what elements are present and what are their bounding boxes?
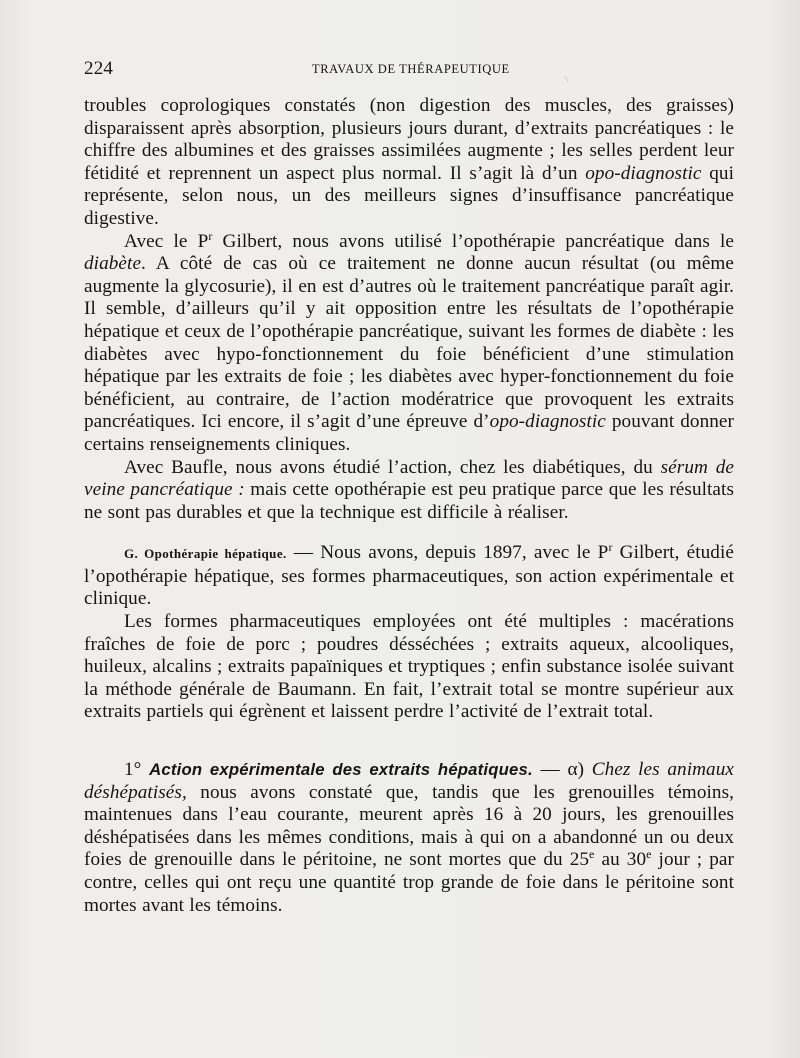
italic-term-diabete: diabète — [84, 253, 142, 275]
paragraph-text: Avec Baufle, nous avons étudié l’action, chez les diabétiques, du — [124, 456, 661, 478]
paragraph-coprology-opodiagnostic — [84, 95, 734, 231]
paragraph-diabetes-opotherapy — [84, 228, 735, 457]
superscript-ordinal: e — [646, 847, 652, 862]
superscript-professor: r — [608, 540, 613, 555]
superscript-ordinal: e — [589, 847, 595, 862]
page-header — [84, 58, 734, 82]
italic-term-animals: Chez les animaux déshépatisés, — [84, 759, 734, 803]
section-heading-hepatic-opotherapy: G. Opothérapie hépatique. — [124, 546, 287, 562]
paragraph-pancreatic-serum — [84, 457, 734, 525]
running-title: TRAVAUX DE THÉRAPEUTIQUE — [312, 62, 510, 76]
paragraph-text-tail: qui représente, selon nous, un des meilleurs signes d’insuffisance pancréatique digestive. — [84, 162, 734, 229]
paragraph-text: Gilbert, étudié l’opothérapie hépatique, ses formes pharmaceutiques, son action expérimentale et clinique. — [84, 542, 734, 610]
page-body — [84, 95, 734, 917]
italic-term-opo-diagnostic: opo-diagnostic — [489, 411, 606, 433]
paragraph-text: pouvant donner certains renseignements cliniques. — [84, 411, 735, 455]
italic-term-serum: sérum de veine pancréatique : — [84, 456, 734, 501]
paragraph-text: mais cette opothérapie est peu pratique parce que les résultats ne sont pas durables et que la technique est difficile à réaliser. — [84, 479, 734, 523]
section-hepatic-opotherapy — [84, 542, 734, 611]
subsection-heading-experimental-action: Action expérimentale des extraits hépatiques. — [149, 760, 533, 780]
paragraph-pharmaceutical-forms — [84, 611, 734, 724]
superscript-professor: r — [208, 228, 213, 243]
paragraph-text: Les formes pharmaceutiques employées ont été multiples : macérations fraîches de foie de porc ; poudres désséchées ; extraits aqueux, alcooliques, huileux, alcalins ; extraits papaïniques et tryptiques ; enfin substance isolée suivant la méthode générale de Baumann. En fait, l’extrait total se montre supérieur aux extraits partiels qui égrènent et laissent perdre l’activité de l’extrait total. — [84, 611, 734, 723]
paragraph-text: . A côté de cas où ce traitement ne donne aucun résultat (ou même augmente la glycosurie), il en est d’autres où le traitement pancréatique paraît agir. Il semble, d’ailleurs qu’il y ait opposition entre les résultats de l’opothérapie hépatique et ceux de l’opothérapie pancréatique, suivant les formes de diabète : les diabètes avec hypo-fonctionnement du foie bénéficient d’une stimulation hépatique par les extraits de foie ; les diabètes avec hyper-fonctionnement du foie bénéficient, au contraire, de l’action modératrice que provoquent les extraits pancréatiques. Ici encore, il s’agit d’une épreuve d’ — [84, 253, 734, 433]
italic-term-opo-diagnostic: opo-diagnostic — [585, 162, 702, 184]
subsection-number: 1° — [124, 759, 142, 781]
paragraph-text: Gilbert, nous avons utilisé l’opothérapie pancréatique dans le — [212, 230, 734, 252]
paragraph-text: — Nous avons, depuis 1897, avec le P — [286, 542, 609, 564]
paragraph-text: Avec le P — [124, 230, 209, 252]
paragraph-text: troubles coprologiques constatés (non digestion des muscles, des graisses) disparaissent après absorption, plusieurs jours durant, d’extraits pancréatiques : le chiffre des albumines et des graisses assimilées augmente ; les selles perdent leur fétidité et reprennent un aspect plus normal. Il s’agit là d’un — [84, 95, 734, 184]
subsection-dash-alpha: — α) — [532, 759, 592, 781]
subsection-experimental-action — [84, 759, 734, 917]
paragraph-text: au 30 — [594, 849, 647, 871]
paragraph-text: nous avons constaté que, tandis que les grenouilles témoins, maintenues dans l’eau courante, meurent après 16 à 20 jours, les grenouilles déshépatisées dans les mêmes conditions, mais à qui on a abandonné un ou deux foies de grenouille dans le péritoine, ne sont mortes que du 25 — [84, 781, 734, 871]
page-number: 224 — [84, 58, 114, 79]
paragraph-text: jour ; par contre, celles qui ont reçu une quantité trop grande de foie dans le péritoine sont mortes avant les témoins. — [84, 849, 734, 916]
